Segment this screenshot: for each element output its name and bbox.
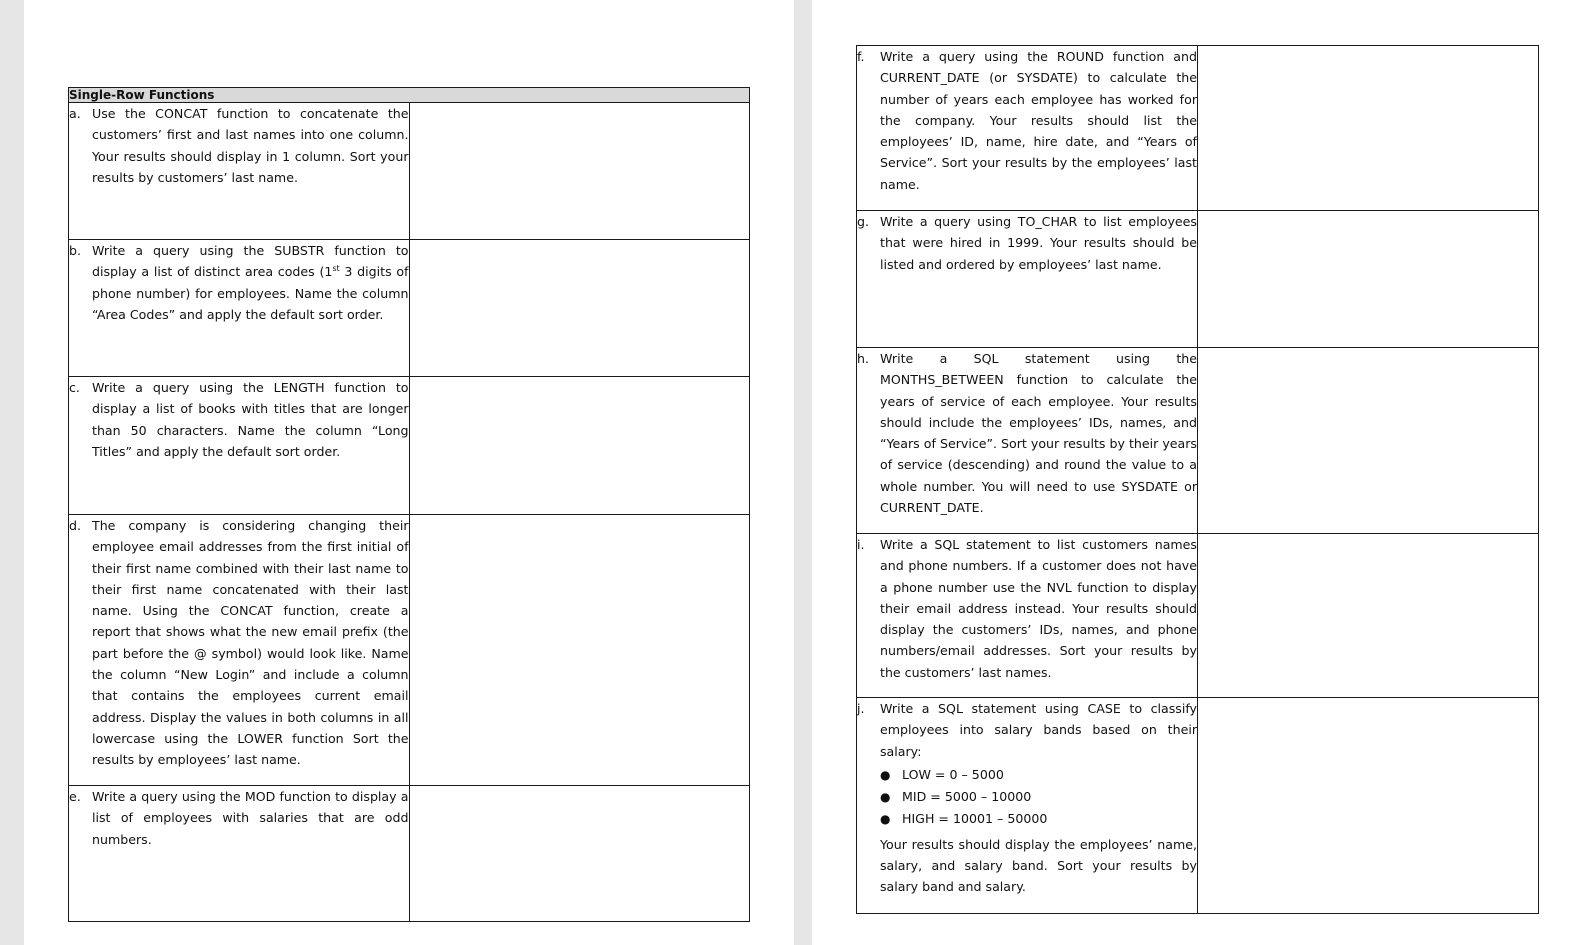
question-cell [857,348,1198,534]
table-row [69,515,750,786]
question-cell [69,377,410,515]
question-letter: j. [857,701,865,716]
answer-cell[interactable] [1198,348,1539,534]
answer-cell[interactable] [1198,534,1539,698]
table-row [69,377,750,515]
question-letter: a. [69,106,81,121]
table-row [69,786,750,922]
question-letter: b. [69,243,81,258]
answer-cell[interactable] [1198,211,1539,348]
list-item: ● LOW = 0 – 5000 [880,764,1197,786]
question-text: Write a query using the MOD function to display a list of employees with salaries that are odd numbers. [92,789,409,847]
bullet-icon: ● [880,789,891,804]
question-text: Write a query using the SUBSTR function to display a list of distinct area codes (1st 3 digits of phone number) for employees. Name the column “Area Codes” and apply the default sort order. [92,243,409,322]
table-row [69,240,750,377]
list-item: ● HIGH = 10001 – 50000 [880,808,1197,830]
bullet-icon: ● [880,767,891,782]
table-row [857,534,1539,698]
table-row [857,348,1539,534]
question-text: Write a SQL statement using CASE to classify employees into salary bands based on their salary: [880,701,1197,759]
ordinal-superscript: st [332,264,340,274]
question-text: Write a query using TO_CHAR to list employees that were hired in 1999. Your results should be listed and ordered by employees’ last name. [880,214,1197,272]
question-cell [857,534,1198,698]
question-letter: i. [857,537,865,552]
document-page-right [812,0,1570,945]
question-text: The company is considering changing their employee email addresses from the first initial of their first name combined with their last name to their first name concatenated with their last name. Using the CONCAT function, create a report that shows what the new email prefix (the part before the @ symbol) would look like. Name the column “New Login” and include a column that contains the employees current email address. Display the values in both columns in all lowercase using the LOWER function Sort the results by employees’ last name. [92,518,409,768]
question-cell [857,211,1198,348]
table-row [69,103,750,240]
question-letter: g. [857,214,869,229]
question-text-continued: Your results should display the employees’ name, salary, and salary band. Sort your results by salary band and salary. [880,836,1197,895]
question-text: Write a SQL statement using the MONTHS_BETWEEN function to calculate the years of service of each employee. Your results should include the employees’ IDs, names, and “Years of Service”. Sort your results by their years of service (descending) and round the value to a whole number. You will need to use SYSDATE or CURRENT_DATE. [880,351,1197,516]
table-row [857,698,1539,914]
questions-table-left [68,87,750,922]
question-cell [69,240,410,377]
salary-band-list [880,764,1197,830]
question-letter: e. [69,789,81,804]
question-letter: d. [69,518,81,533]
bullet-icon: ● [880,811,891,826]
question-cell [69,515,410,786]
answer-cell[interactable] [409,786,750,922]
list-item: ● MID = 5000 – 10000 [880,786,1197,808]
questions-table-right [856,45,1539,914]
answer-cell[interactable] [1198,698,1539,914]
table-row [857,211,1539,348]
question-cell [69,786,410,922]
question-text: Write a query using the ROUND function and CURRENT_DATE (or SYSDATE) to calculate the number of years each employee has worked for the company. Your results should list the employees’ ID, name, hire date, and “Years of Service”. Sort your results by the employees’ last name. [880,49,1197,192]
question-cell [857,46,1198,211]
question-letter: h. [857,351,869,366]
question-letter: c. [69,380,80,395]
document-page-left [24,0,794,945]
section-header: Single-Row Functions [69,88,750,103]
table-row [857,46,1539,211]
answer-cell[interactable] [409,103,750,240]
answer-cell[interactable] [409,515,750,786]
question-text: Write a query using the LENGTH function to display a list of books with titles that are longer than 50 characters. Name the column “Long Titles” and apply the default sort order. [92,380,409,459]
question-text: Use the CONCAT function to concatenate the customers’ first and last names into one column. Your results should display in 1 column. Sort your results by customers’ last name. [92,106,409,185]
question-cell [857,698,1198,914]
question-text: Write a SQL statement to list customers names and phone numbers. If a customer does not have a phone number use the NVL function to display their email address instead. Your results should display the customers’ IDs, names, and phone numbers/email addresses. Sort your results by the customers’ last names. [880,537,1197,680]
question-letter: f. [857,49,865,64]
question-cell [69,103,410,240]
answer-cell[interactable] [409,377,750,515]
answer-cell[interactable] [409,240,750,377]
answer-cell[interactable] [1198,46,1539,211]
